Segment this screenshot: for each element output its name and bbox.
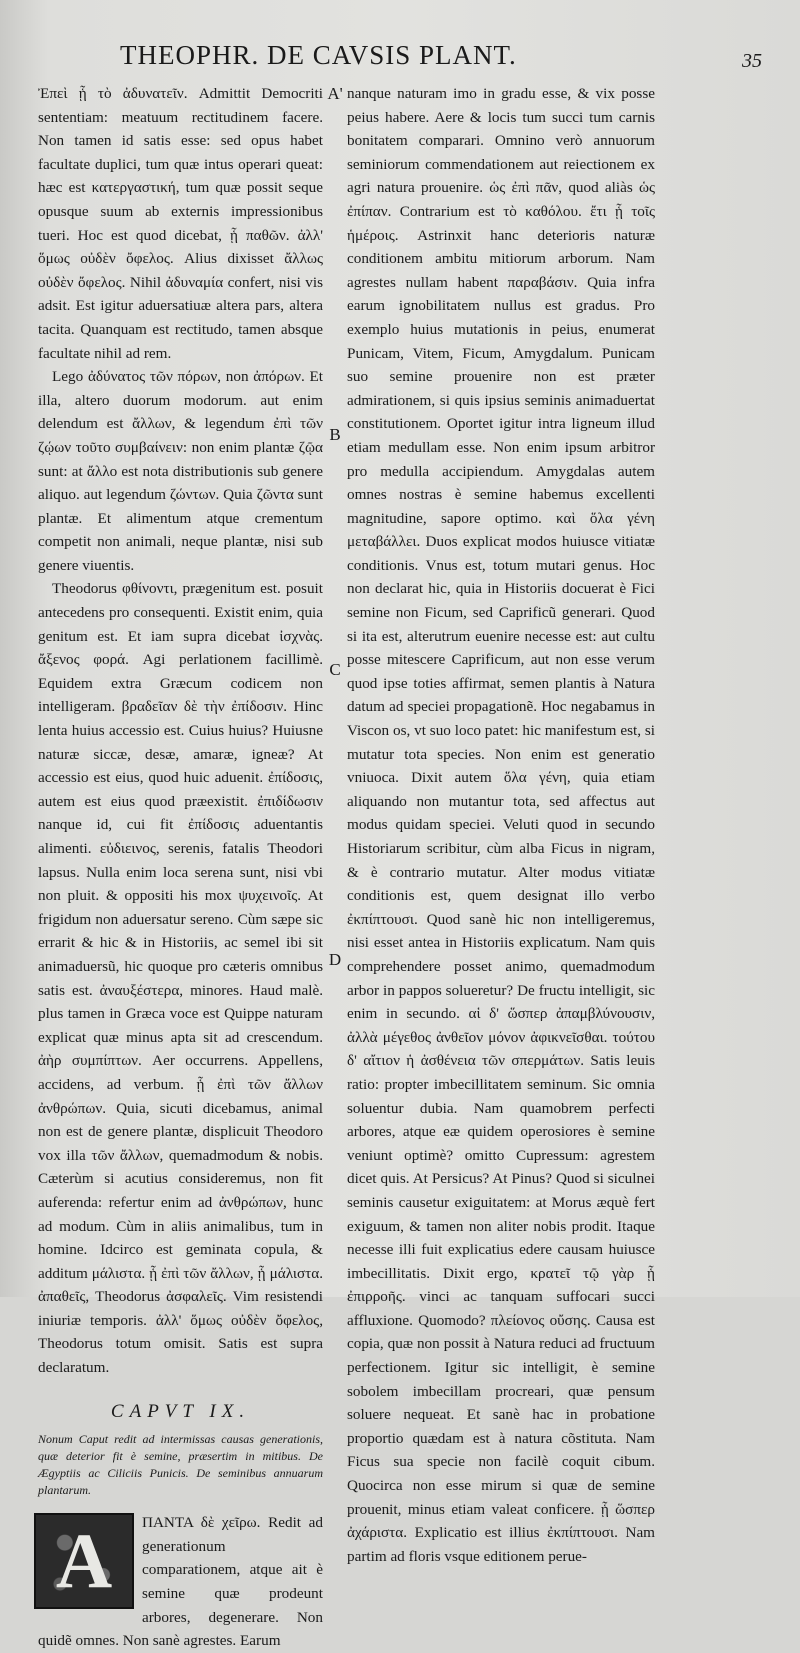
chapter-summary: Nonum Caput redit ad intermissas causas generationis, quæ deterior fit è semine, præsertim in mitibus. De Ægyptiis ac Ciliciis Punicis. De seminibus annuarum plantarum. (38, 1432, 323, 1498)
chapter-opening (38, 1511, 323, 1653)
right-column (347, 82, 655, 1568)
page-number: 35 (742, 50, 762, 72)
left-paragraph-3: Theodorus φθίνοντι, prægenitum est. posuit antecedens pro consequenti. Existit enim, quia genitum est. Et iam supra dicebat ἰσχνὰς. ἄξενος φορά. Agi perlationem facillimè. Equidem extra Græcum codicem non intelligeram. βραδεῖαν δὲ τὴν ἐπίδοσιν. Hinc lenta huius accessio est. Cuius huius? Huiusne naturæ siccæ, desæ, amaræ, igneæ? At accessio est eius, quod huic aduenit. ἐπίδοσις, autem est eius quod præexistit. ἐπιδίδωσιν nanque id, cui fit ἐπίδοσις aduentantis alimenti. εὐδιεινος, serenis, fatalis Theodori lapsus. Nulla enim loca serena sunt, nisi vbi non pluit. & oppositi his mox ψυχεινοῖς. At frigidum non aduersatur sereno. Cùm sæpe sic errarit & hic & in Historiis, ac semel ibi sit animaduersũ, hic quoque pro cæteris omnibus satis est. ἀναυξέστερα, minores. Haud malè. plus tamen in Græca voce est Quippe naturam explicat quæ minus apta sit ad crescendum. ἀὴρ συμπίπτων. Aer occurrens. Appellens, accidens, ad verbum. ᾗ ἐπὶ τῶν ἄλλων ἀνθρώπων. Quia, sicuti dicebamus, animal non est de genere plantæ, displicuit Theodoro vox illa τῶν ἄλλων, quemadmodum & nobis. Cæterùm si acutius consideremus, non fit auferenda: refertur enim ad ἀνθρώπων, hunc ad modum. Cùm in aliis animalibus, tum in homine. Idcirco est geminata copula, & additum μάλιστα. ᾗ ἐπὶ τῶν ἄλλων, ᾗ μάλιστα. ἀπαθεῖς, Theodorus ἀσφαλεῖς. Vim resistendi iniuriæ temporis. ἀλλ' ὅμως οὐδὲν ὄφελος, Theodorus totum omisit. Satis est supra declaratum. (38, 580, 323, 1377)
left-paragraph-2: Lego ἀδύνατος τῶν πόρων, non ἀπόρων. Et illa, altero duorum modorum. aut enim delendum est ἄλλων, & legendum ἐπὶ τῶν ζῴων τοῦτο συμβαίνειν: non enim plantæ ζῷα sunt: at ἄλλο est nota distributionis sub genere aliquo. aut legendum ζώντων. Quia ζῶντα sunt plantæ. Et alimentum atque crementum competit non animali, neque plantæ, nisi sub genere viuentis. (38, 368, 323, 574)
initial-letter: A (55, 1517, 113, 1605)
chapter-heading: CAPVT IX. (110, 1400, 251, 1422)
margin-letter-b: B (329, 425, 341, 444)
running-head: THEOPHR. DE CAVSIS PLANT. (120, 40, 517, 70)
page-header (0, 40, 800, 80)
right-paragraph-1: nanque naturam imo in gradu esse, & vix posse peius habere. Aere & locis tum succi tum carnis bonitatem comparari. Omnino verò annuorum seminiorum commendationem aut reiectionem ex agri natura prouenire. ὡς ἐπὶ πᾶν, quod aliàs ὡς ἐπίπαν. Contrarium est τὸ καθόλου. ἔτι ᾗ τοῖς ἡμέροις. Astrinxit hanc deterioris naturæ conditionem ambitu mitiorum arborum. Nam agrestes nullam habent παραβάσιν. Quia infra earum ignobilitatem nullus est gradus. Pro exemplo huius mutationis in peius, enumerat Punicam, Vitem, Ficum, Amygdalum. Punicam suo semine prouenire non est præter admirationem, si quis ipsius seminis animaduertat constitutionem. Oportet igitur intra ligneum illud etiam medullam esse. Non enim ipsum arbitror pro medulla accipiendum. Amygdalas autem omnes nostras è semine habemus excellenti magnitudine, sapore optimo. καὶ ὅλα γένη μεταβάλλει. Duos explicat modos huiusce vitiatæ conditionis. Vnus est, totum mutari genus. Hoc non declarat hic, quia in Historiis docuerat è Fici semine non Ficum, sed Caprificũ generari. Quod si ita est, alterutrum euenire necesse est: aut cultu posse mitescere Caprificum, aut non esse verum quod ipse toties affirmat, semen plantis à Natura datum ad speciei propagationẽ. Hoc negabamus in Viscon os, vt suo loco patet: hic manifestum est, si mutatur tota species. Non enim est generatio vniuoca. Dixit autem ὅλα γένη, quia etiam aliquando non mutantur tota, sed affectus aut modus quidam speciei. Veluti quod in secundo Historiarum scribitur, cùm alba Ficus in nigram, & è contrario mutatur. Alter modus vitiatæ conditionis est, quem designat illo verbo ἐκπίπτουσι. Quod sanè hic non intelligeremus, nisi esset antea in Historiis explicatum. Nam quis comprehendere posset animo, quemadmodum arbor in pappos solueretur? De fructu intelligit, sic enim in secundo. αἱ δ' ὥσπερ ἀπαμβλύνουσιν, ἀλλὰ μέγεθος ἀνθεῖον μόνον ἀφικνεῖσθαι. τούτου δ' αἴτιον ἡ ἀσθένεια τῶν σπερμάτων. Satis leuis ratio: propter imbecillitatem seminum. Sic omnia soluentur dubia. Nam quamobrem perfecti arbores, atque eæ quidem operosiores è semine veniunt optimè? omitto Cupressum: agrestem dicet quis. At Persicus? At Pinus? Quod si siculnei seminis causetur exiguitatem: at Morus æquè fert exiguum, & tamen non aliter nobis prodit. Itaque necesse illi fuit explicatius edere causam huiusce imbecillitatis. Dixit ergo, κρατεῖ τῷ γὰρ ᾗ ἐπιρροῆς. vinci ac tanquam suffocari succi affluxione. Quomodo? πλείονος οὔσης. Causa est copia, quæ non possit à Natura reduci ad fructuum perfectionem. Igitur sic intelligit, è semine sobolem imbecillam procreari, quæ pensum soluere nequeat. Et sanè hac in probatione proportio quædam est à natura cõstituta. Nam Ficus sua specie non facilè coquit cibum. Quocirca non esse mirum si quæ de semine prouenit, minus etiam valeat conficere. ᾗ ὥσπερ ἀχάριστα. Explicatio est illius ἐκπίπτουσι. Nam partim ad floris vsque editionem perue- (347, 85, 655, 1565)
left-paragraph-1: Ἐπεὶ ᾗ τὸ ἀδυνατεῖν. Admittit Democriti sententiam: meatuum rectitudinem facere. Non tamen id satis esse: sed opus habet facultate duplici, tum quæ intus operari queat: hæc est κατεργαστική, tum quæ possit seque opusque suum ab externis impressionibus tueri. Hoc est quod dicebat, ᾗ παθῶν. ἀλλ' ὅμως οὐδὲν ὄφελος. Alius dixisset ἄλλως οὐδὲν ὄφελος. Nihil ἀδυναμία confert, nisi vis adsit. Est igitur aduersatiuæ altera pars, altera tacita. Quanquam est rectitudo, tamen absque facultate nihil ad rem. (38, 85, 323, 362)
left-column (38, 82, 323, 1653)
chapter-opening-text: ΠΑΝΤΑ δὲ χεῖρω. Redit ad generationum comparationem, atque ait è semine quæ prodeunt arbores, degenerare. Non quidẽ omnes. Non sanè agrestes. Earum (38, 1514, 323, 1650)
margin-letter-c: C (329, 660, 341, 679)
decorated-initial-icon (34, 1513, 134, 1609)
margin-letter-d: D (328, 950, 342, 969)
margin-letter-a: A' (327, 84, 343, 103)
